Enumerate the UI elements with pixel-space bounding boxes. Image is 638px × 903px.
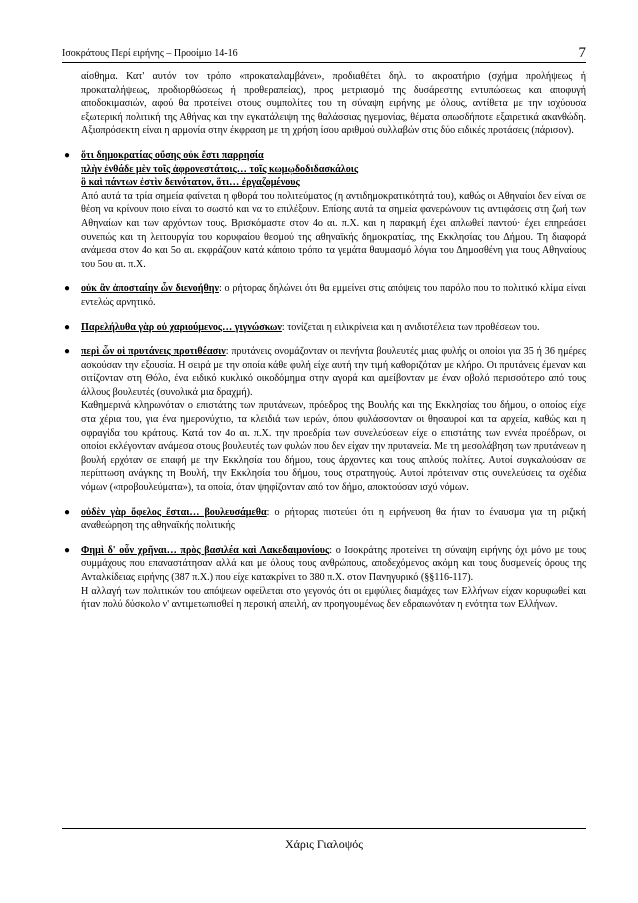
commentary-text: : πρυτάνεις ονομάζονταν οι πενήντα βουλευτές μιας φυλής οι οποίοι για 35 ή 36 ημέρες ασκούσαν την εξουσία. Η σειρά με την οποία κάθε φυλή είχε αυτή την τιμή καθοριζόταν με κλήρο. Οι πρυτάνεις έμεναν και σιτίζονταν στη Θόλο, ένα ειδικό κυκλικό οικοδόμημα στην αγορά και αμείβονταν με έναν οβολό περισσότερο από τους άλλους βουλευτές (συνολικά μια δραχμή). — [81, 346, 586, 398]
bullet-icon: ● — [64, 544, 71, 556]
page-number: 7 — [578, 45, 586, 61]
bullet-icon: ● — [64, 346, 71, 358]
greek-quote: πλὴν ἐνθάδε μὲν τοῖς ἀφρονεστάτοις… τοῖς κωμῳδοδιδασκάλοις — [81, 163, 359, 175]
list-item — [62, 149, 586, 271]
greek-quote: ὅτι δημοκρατίας οὔσης οὐκ ἔστι παρρησία — [81, 149, 264, 161]
list-item — [62, 544, 586, 612]
page-footer — [62, 828, 586, 852]
bullet-icon: ● — [64, 321, 71, 333]
greek-quote: Παρελήλυθα γὰρ οὐ χαριούμενος… γιγνώσκων — [81, 321, 282, 333]
commentary-text: : τονίζεται η ειλικρίνεια και η ανιδιοτέλεια των προθέσεων του. — [281, 321, 540, 333]
page-header — [62, 42, 586, 63]
list-item — [62, 506, 586, 533]
bullet-icon: ● — [64, 283, 71, 295]
greek-quote: οὐδὲν γὰρ ὄφελος ἔσται… βουλευσάμεθα — [81, 506, 267, 518]
list-item-body — [81, 149, 586, 271]
header-title: Ισοκράτους Περί ειρήνης – Προοίμιο 14-16 — [62, 48, 238, 59]
commentary-text: Από αυτά τα τρία σημεία φαίνεται η φθορά του πολιτεύματος (η αντιδημοκρατικότητά του), καθώς οι Αθηναίοι δεν είναι σε θέση να κρίνουν ποιο είναι το σωστό και να το επιλέξουν. Επίσης αυτά τα σημεία φανερώνουν τις αντιφάσεις στη ζωή των Αθηναίων και των αρχόντων τους. Βρισκόμαστε στον 4ο αι. π.Χ. και η παρακμή έχει απλωθεί παντού· έχει επηρεάσει συνεπώς και τη λειτουργία του κορυφαίου θεσμού της αθηναϊκής δημοκρατίας, της Εκκλησίας του Δήμου. Τη διαφορά ανάμεσα στον 4ο και 5ο αι. εκφράζουν κατά κάποιο τρόπο τα γεμάτα θαυμασμό λόγια του Δημοσθένη για τους Αθηναίους του 5ου αι. π.Χ. — [81, 190, 586, 270]
page-content — [62, 70, 586, 612]
commentary-text: : ο Ισοκράτης προτείνει τη σύναψη ειρήνης όχι μόνο με τους συμμάχους που επαναστάτησαν αλλά και με όλους τους ανθρώπους, αποδεχόμενος ακόμη και τους δυσμενείς όρους της Ανταλκίδειας ειρήνης (387 π.Χ.) που είχε κατακρίνει το 380 π.Χ. στον Πανηγυρικό (§§116-117). — [81, 544, 587, 583]
commentary-continuation: Η αλλαγή των πολιτικών του απόψεων οφείλεται στο γεγονός ότι οι εμφύλιες διαμάχες των Ελλήνων είχαν κορυφωθεί και ήταν πολύ δύσκολο ν' αντιμετωπισθεί η περσική απειλή, αν προηγουμένως δεν εδραιωνόταν η ενότητα των Ελλήνων. — [81, 585, 586, 611]
list-item-body — [81, 345, 586, 399]
greek-quote: Φημὶ δ' οὖν χρῆναι… πρὸς βασιλέα καὶ Λακεδαιμονίους — [81, 544, 330, 556]
list-item — [62, 321, 586, 335]
bullet-icon: ● — [64, 149, 71, 161]
greek-quote: οὐκ ἂν ἀποσταίην ὧν διενοήθην — [81, 283, 219, 295]
commentary-text: : ο ρήτορας πιστεύει ότι η ειρήνευση θα ήταν το έναυσμα για τη ριζική αναθεώρηση της αθηναϊκής πολιτικής — [81, 506, 586, 532]
commentary-continuation: Καθημερινά κληρωνόταν ο επιστάτης των πρυτάνεων, πρόεδρος της Βουλής και της Εκκλησίας του δήμου, ο οποίος είχε στα χέρια του, για ένα ημερονύχτιο, τα κλειδιά των ιερών, όπου φυλάσσονταν οι θησαυροί και τα αρχεία, καθώς και η σφραγίδα του κράτους. Κατά τον 4ο αι. π.Χ. την προεδρία των συνελεύσεων είχε ο επιστάτης των εννέα προέδρων, οι οποίοι εκλέγονταν ανάμεσα στους βουλευτές των φυλών που δεν είχαν την πρυτανεία. Με τη μεσολάβηση των πρυτάνεων η βουλή ερχόταν σε επαφή με την Εκκλησία του δήμου, τους άρχοντες και τους απλούς πολίτες. Αυτοί συγκαλούσαν σε περίπτωση ανάγκης τη Βουλή, την Εκκλησία του δήμου, τους στρατηγούς. Αυτοί πρότειναν στις συνελεύσεις τα σχέδια νόμων («προβουλεύματα»), τα οποία, όταν ψηφίζονταν από τον δήμο, αποκτούσαν ισχύ νόμων. — [81, 400, 586, 494]
greek-quote: ὃ καὶ πάντων ἐστὶν δεινότατον, ὅτι… ἐργαζομένους — [81, 177, 300, 189]
greek-quote: περὶ ὧν οἱ πρυτάνεις προτιθέασιν — [81, 346, 226, 358]
footer-author: Χάρις Γιαλοψός — [284, 837, 364, 851]
intro-paragraph: αίσθημα. Κατ' αυτόν τον τρόπο «προκαταλαμβάνει», προδιαθέτει δηλ. το ακροατήριο (σχήμα προλήψεως ή προκαταλήψεως, προδιορθώσεως ή προθεραπείας), προς μετριασμό της δυσάρεστης εντυπώσεως και αποφυγή αποδοκιμασιών, αφού θα προτείνει στους συμπολίτες του τη σύναψη ειρήνης με όλους, αντίθετα με την ισχύουσα εξωτερική πολιτική της Αθήνας και την εγκατάλειψη της θαλάσσιας ηγεμονίας, θέματα οπωσδήποτε εξαιρετικά ακανθώδη. Αξιοπρόσεκτη είναι η αρμονία στην έκφραση με τη χρήση ίσου αριθμού συλλαβών στις δύο ειδικές προτάσεις (πάρισον). — [81, 71, 586, 137]
list-item — [62, 345, 586, 495]
list-item-body — [81, 544, 586, 585]
commentary-text: : ο ρήτορας δηλώνει ότι θα εμμείνει στις απόψεις του παρόλο που το πολιτικό κλίμα είναι εντελώς αρνητικό. — [81, 283, 586, 308]
list-item-body — [81, 282, 586, 309]
list-item-body — [81, 321, 586, 335]
bullet-icon: ● — [64, 506, 71, 518]
list-item — [62, 282, 586, 309]
list-item-body — [81, 506, 586, 533]
